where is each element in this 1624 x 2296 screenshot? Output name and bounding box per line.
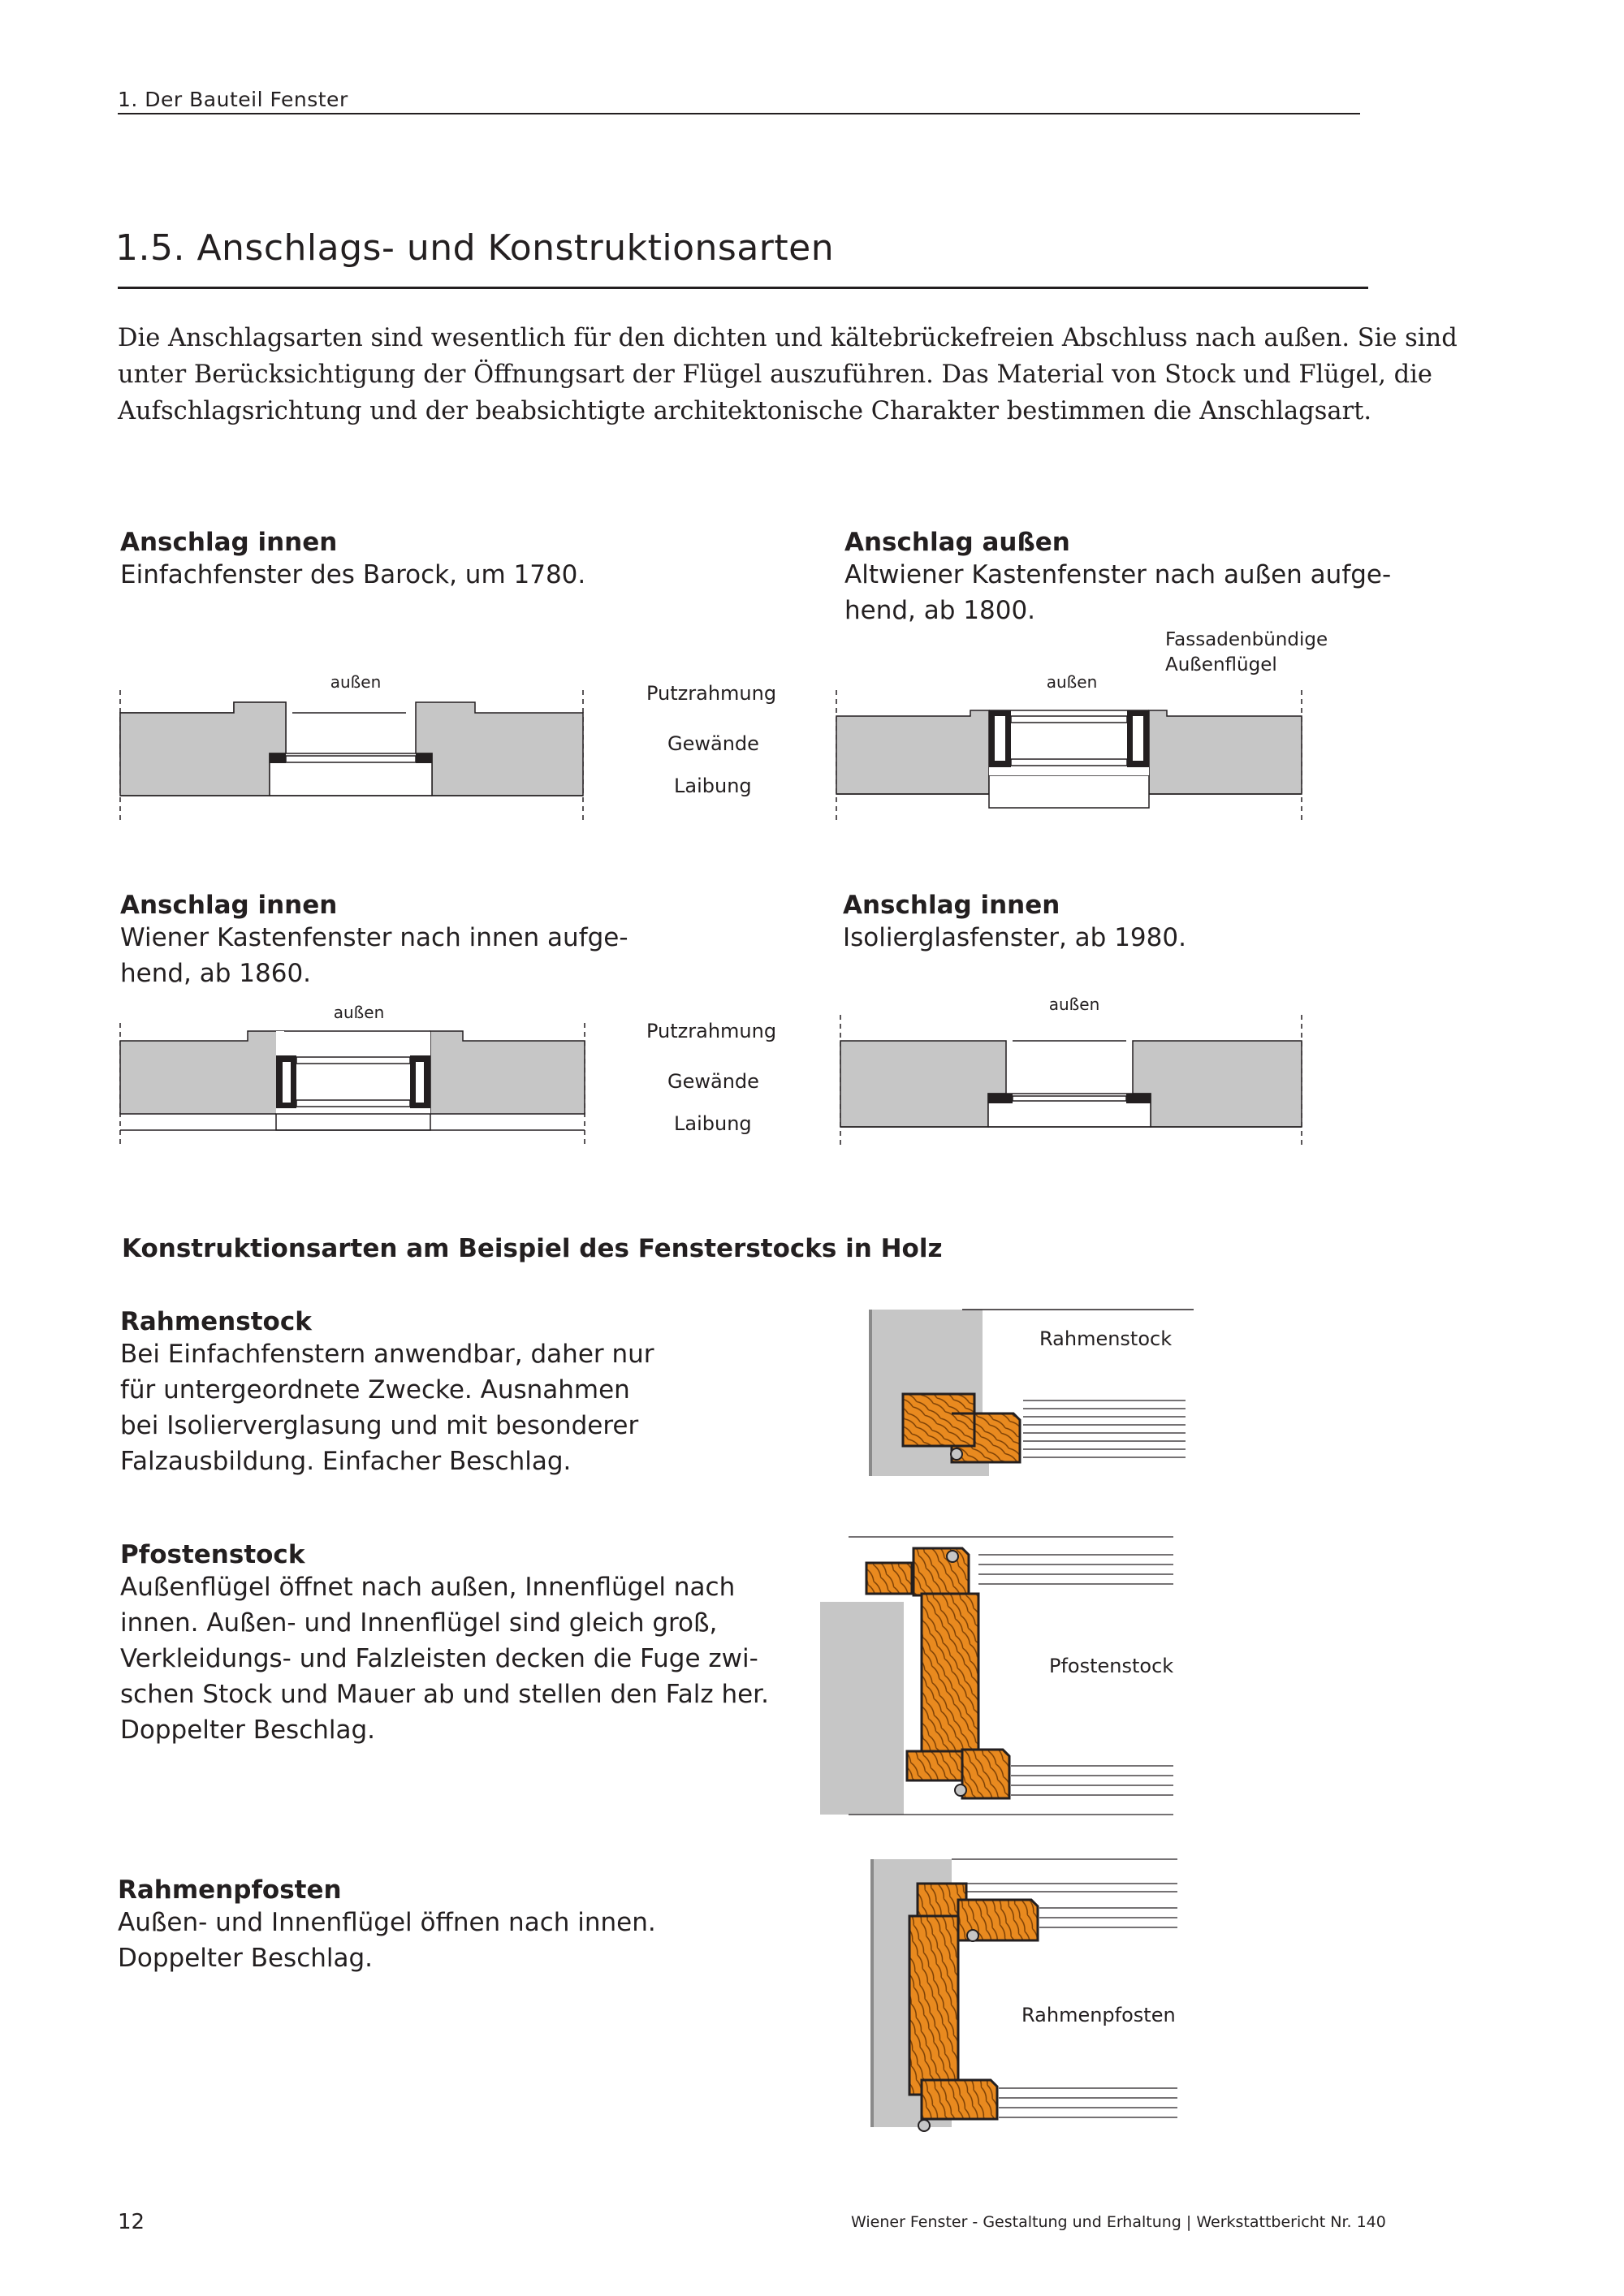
intro-line: Aufschlagsrichtung und der beabsichtigte architektonische Charakter bestimmen die Anschlagsart. <box>118 397 1372 425</box>
caption-text: Isolierglasfenster, ab 1980. <box>843 923 1186 952</box>
text-title: Pfostenstock <box>120 1540 305 1569</box>
anschlag-diagram-barock <box>114 666 593 828</box>
text-line: innen. Außen- und Innenflügel sind gleich groß, <box>120 1608 718 1638</box>
diagram-label: Rahmenpfosten <box>1021 2004 1176 2026</box>
konstruktion-heading: Konstruktionsarten am Beispiel des Fensterstocks in Holz <box>122 1234 943 1263</box>
header-rule <box>118 113 1360 114</box>
caption-text: hend, ab 1860. <box>120 959 312 988</box>
label-putzrahmung: Putzrahmung <box>646 682 777 705</box>
page-number: 12 <box>118 2210 145 2234</box>
text-pfostenstock <box>120 1540 769 1748</box>
intro-paragraph <box>118 320 1458 429</box>
anschlag-diagram-wiener <box>114 999 593 1153</box>
text-line: Doppelter Beschlag. <box>118 1944 374 1973</box>
caption-text: Wiener Kastenfenster nach innen aufge- <box>120 923 628 952</box>
text-line: schen Stock und Mauer ab und stellen den Falz her. <box>120 1680 769 1709</box>
diagram-rahmenpfosten <box>861 1851 1186 2143</box>
text-line: Außenflügel öffnet nach außen, Innenflügel nach <box>120 1573 736 1602</box>
label-aussen: außen <box>1048 995 1100 1014</box>
label-laibung: Laibung <box>674 775 752 797</box>
intro-line: unter Berücksichtigung der Öffnungsart der Flügel auszuführen. Das Material von Stock und Flügel, die <box>118 360 1432 389</box>
caption-anschlag-4 <box>843 891 1186 956</box>
text-rahmenstock <box>120 1307 654 1479</box>
caption-text: Einfachfenster des Barock, um 1780. <box>120 560 586 589</box>
caption-title: Anschlag innen <box>120 528 338 557</box>
label-gewaende: Gewände <box>667 1070 759 1093</box>
label-fassadenbuendig-line: Fassadenbündige <box>1165 629 1328 650</box>
text-title: Rahmenpfosten <box>118 1875 342 1905</box>
intro-line: Die Anschlagsarten sind wesentlich für den dichten und kältebrückefreien Abschluss nach außen. Sie sind <box>118 324 1458 352</box>
caption-title: Anschlag innen <box>843 891 1060 920</box>
text-line: Verkleidungs- und Falzleisten decken die Fuge zwi- <box>120 1644 758 1673</box>
text-title: Rahmenstock <box>120 1307 312 1336</box>
section-title: 1.5. Anschlags- und Konstruktionsarten <box>115 227 835 269</box>
label-aussen: außen <box>330 672 382 692</box>
label-aussen: außen <box>1046 672 1098 692</box>
caption-title: Anschlag außen <box>844 528 1070 557</box>
diagram-label: Pfostenstock <box>1049 1655 1174 1677</box>
text-line: Außen- und Innenflügel öffnen nach innen. <box>118 1908 656 1937</box>
label-gewaende: Gewände <box>667 732 759 755</box>
diagram-rahmenstock <box>861 1303 1202 1490</box>
label-putzrahmung: Putzrahmung <box>646 1020 777 1042</box>
text-line: Falzausbildung. Einfacher Beschlag. <box>120 1447 572 1476</box>
anschlag-diagram-altwiener <box>832 666 1311 828</box>
caption-anschlag-2 <box>844 528 1391 628</box>
label-fassadenbuendig-line: Außenflügel <box>1165 654 1277 675</box>
caption-anschlag-1 <box>120 528 585 593</box>
text-line: bei Isolierverglasung und mit besonderer <box>120 1411 639 1440</box>
label-laibung: Laibung <box>674 1112 752 1135</box>
diagram-pfostenstock <box>816 1530 1190 1831</box>
diagram-label: Rahmenstock <box>1039 1327 1173 1350</box>
text-line: Bei Einfachfenstern anwendbar, daher nur <box>120 1340 654 1369</box>
caption-anschlag-3 <box>120 891 628 991</box>
text-rahmenpfosten <box>118 1875 656 1976</box>
running-header: 1. Der Bauteil Fenster <box>118 88 348 111</box>
footer-publication: Wiener Fenster - Gestaltung und Erhaltung | Werkstattbericht Nr. 140 <box>851 2213 1386 2231</box>
text-line: Doppelter Beschlag. <box>120 1716 376 1745</box>
caption-text: Altwiener Kastenfenster nach außen aufge- <box>844 560 1392 589</box>
anschlag-diagram-isolierglas <box>832 990 1311 1153</box>
caption-title: Anschlag innen <box>120 891 338 920</box>
text-line: für untergeordnete Zwecke. Ausnahmen <box>120 1375 630 1405</box>
section-title-rule <box>118 287 1368 289</box>
caption-text: hend, ab 1800. <box>844 596 1036 625</box>
label-aussen: außen <box>333 1003 385 1022</box>
